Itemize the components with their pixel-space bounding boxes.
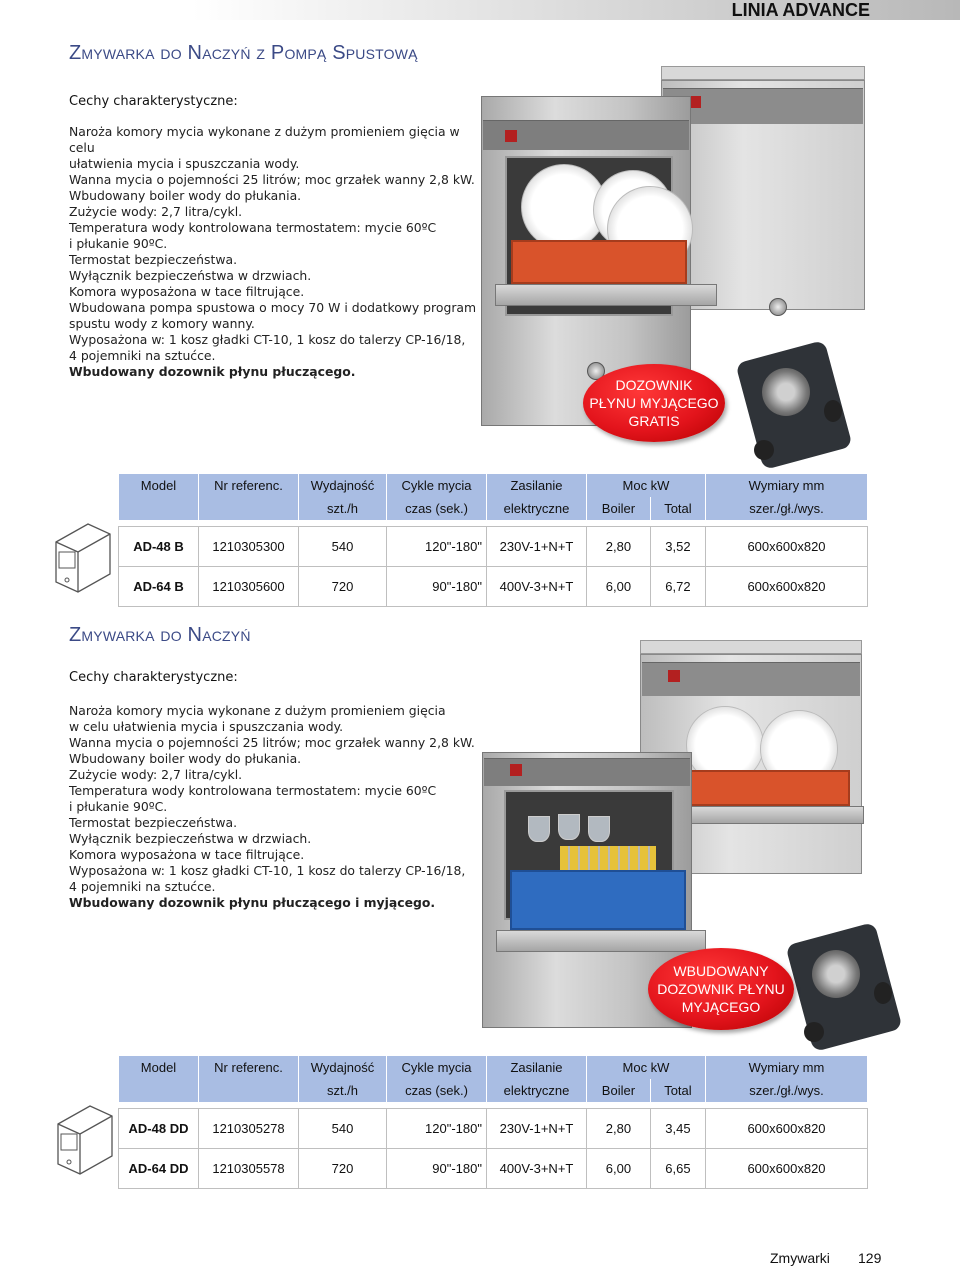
feature-item: Komora wyposażona w tace filtrujące.	[69, 847, 305, 862]
feature-item: Termostat bezpieczeństwa.	[69, 252, 238, 267]
promo-badge-2	[648, 948, 794, 1030]
cell-dimensions: 600x600x820	[706, 1108, 868, 1148]
col-capacity: Wydajność	[299, 1056, 387, 1079]
badge-line: WBUDOWANY	[673, 963, 769, 979]
dosing-pump-image-1	[740, 340, 850, 470]
cell-supply: 230V-1+N+T	[487, 1108, 587, 1148]
table-row	[119, 1108, 868, 1148]
feature-item: i płukanie 90ºC.	[69, 799, 168, 814]
cell-boiler: 2,80	[587, 526, 651, 566]
feature-item: Wanna mycia o pojemności 25 litrów; moc grzałek wanny 2,8 kW.	[69, 735, 475, 750]
cell-total: 6,72	[650, 566, 705, 606]
subcol-boiler: Boiler	[587, 1079, 651, 1102]
col-model: Model	[119, 1056, 199, 1079]
cell-boiler: 6,00	[587, 1148, 651, 1188]
section1-features-list	[69, 124, 489, 380]
subcol-cycles-unit: czas (sek.)	[387, 497, 487, 520]
feature-item: Wbudowany boiler wody do płukania.	[69, 188, 302, 203]
cell-dimensions: 600x600x820	[706, 1148, 868, 1188]
section2-features-heading: Cechy charakterystyczne:	[69, 670, 238, 685]
cell-capacity: 720	[299, 1148, 387, 1188]
col-supply: Zasilanie	[487, 1056, 587, 1079]
cell-ref: 1210305578	[199, 1148, 299, 1188]
section2-features-list	[69, 703, 489, 911]
subcol-empty	[199, 497, 299, 520]
cell-model: AD-64 DD	[119, 1148, 199, 1188]
subcol-cycles-unit: czas (sek.)	[387, 1079, 487, 1102]
section2-title: Zmywarka do Naczyń	[69, 624, 251, 646]
subcol-empty	[119, 1079, 199, 1102]
dosing-pump-image-2	[790, 922, 900, 1052]
badge-line: DOZOWNIK PŁYNU	[657, 981, 785, 997]
feature-item: Naroża komory mycia wykonane z dużym promieniem gięcia	[69, 703, 446, 718]
cell-capacity: 540	[299, 1108, 387, 1148]
cell-ref: 1210305278	[199, 1108, 299, 1148]
section1-features-heading: Cechy charakterystyczne:	[69, 94, 238, 109]
feature-item: Temperatura wody kontrolowana termostatem: mycie 60ºC	[69, 220, 437, 235]
feature-item: Zużycie wody: 2,7 litra/cykl.	[69, 767, 243, 782]
cell-supply: 400V-3+N+T	[487, 566, 587, 606]
table-subheader-row	[119, 497, 868, 520]
feature-item: w celu ułatwienia mycia i spuszczania wody.	[69, 719, 344, 734]
cell-total: 6,65	[650, 1148, 705, 1188]
feature-item: Wyposażona w: 1 kosz gładki CT-10, 1 kosz do talerzy CP-16/18,	[69, 332, 466, 347]
cell-boiler: 6,00	[587, 566, 651, 606]
col-cycles: Cykle mycia	[387, 474, 487, 497]
badge-line: PŁYNU MYJĄCEGO	[589, 395, 719, 411]
cell-cycles: 120"-180"	[387, 526, 487, 566]
table-row	[119, 526, 868, 566]
feature-item: Wanna mycia o pojemności 25 litrów; moc grzałek wanny 2,8 kW.	[69, 172, 475, 187]
subcol-dimensions-unit: szer./gł./wys.	[706, 497, 868, 520]
feature-item: Komora wyposażona w tace filtrujące.	[69, 284, 305, 299]
feature-item: Wyłącznik bezpieczeństwa w drzwiach.	[69, 268, 312, 283]
col-dimensions: Wymiary mm	[706, 474, 868, 497]
dishwasher-outline-icon	[50, 518, 114, 596]
subcol-supply-unit: elektryczne	[487, 1079, 587, 1102]
feature-item: Zużycie wody: 2,7 litra/cykl.	[69, 204, 243, 219]
subcol-empty	[199, 1079, 299, 1102]
table-subheader-row	[119, 1079, 868, 1102]
col-dimensions: Wymiary mm	[706, 1056, 868, 1079]
badge-line: DOZOWNIK	[615, 377, 693, 393]
col-model: Model	[119, 474, 199, 497]
col-ref: Nr referenc.	[199, 1056, 299, 1079]
cell-ref: 1210305300	[199, 526, 299, 566]
cell-boiler: 2,80	[587, 1108, 651, 1148]
badge-line: GRATIS	[628, 413, 680, 429]
col-ref: Nr referenc.	[199, 474, 299, 497]
subcol-empty	[119, 497, 199, 520]
col-capacity: Wydajność	[299, 474, 387, 497]
banner-title: LINIA ADVANCE	[731, 0, 870, 20]
table-header-row	[119, 474, 868, 497]
cell-cycles: 90"-180"	[387, 566, 487, 606]
feature-item: ułatwienia mycia i spuszczania wody.	[69, 156, 300, 171]
cell-capacity: 720	[299, 566, 387, 606]
spec-table-1	[118, 474, 868, 607]
subcol-total: Total	[650, 497, 705, 520]
subcol-total: Total	[650, 1079, 705, 1102]
cell-supply: 400V-3+N+T	[487, 1148, 587, 1188]
feature-item: Wbudowany boiler wody do płukania.	[69, 751, 302, 766]
col-cycles: Cykle mycia	[387, 1056, 487, 1079]
col-power: Moc kW	[587, 1056, 706, 1079]
feature-item: Termostat bezpieczeństwa.	[69, 815, 238, 830]
footer-category: Zmywarki	[770, 1250, 830, 1266]
subcol-capacity-unit: szt./h	[299, 1079, 387, 1102]
spec-table-2	[118, 1056, 868, 1189]
badge-line: MYJĄCEGO	[681, 999, 761, 1015]
cell-cycles: 120"-180"	[387, 1108, 487, 1148]
cell-dimensions: 600x600x820	[706, 526, 868, 566]
col-supply: Zasilanie	[487, 474, 587, 497]
section1-title: Zmywarka do Naczyń z Pompą Spustową	[69, 42, 418, 64]
cell-cycles: 90"-180"	[387, 1148, 487, 1188]
cell-total: 3,45	[650, 1108, 705, 1148]
feature-item: 4 pojemniki na sztućce.	[69, 348, 216, 363]
cell-model: AD-48 DD	[119, 1108, 199, 1148]
subcol-boiler: Boiler	[587, 497, 651, 520]
page-number: 129	[858, 1250, 882, 1266]
cell-dimensions: 600x600x820	[706, 566, 868, 606]
feature-item-bold: Wbudowany dozownik płynu płuczącego.	[69, 364, 356, 379]
col-power: Moc kW	[587, 474, 706, 497]
feature-item: Wbudowana pompa spustowa o mocy 70 W i dodatkowy program	[69, 300, 477, 315]
table-header-row	[119, 1056, 868, 1079]
cell-total: 3,52	[650, 526, 705, 566]
promo-badge-1	[583, 364, 725, 442]
feature-item: Naroża komory mycia wykonane z dużym promieniem gięcia w celu	[69, 124, 460, 155]
dishwasher-outline-icon	[52, 1100, 116, 1178]
table-row	[119, 1148, 868, 1188]
feature-item: Wyposażona w: 1 kosz gładki CT-10, 1 kosz do talerzy CP-16/18,	[69, 863, 466, 878]
cell-ref: 1210305600	[199, 566, 299, 606]
feature-item: spustu wody z komory wanny.	[69, 316, 255, 331]
subcol-supply-unit: elektryczne	[487, 497, 587, 520]
feature-item: Wyłącznik bezpieczeństwa w drzwiach.	[69, 831, 312, 846]
feature-item: 4 pojemniki na sztućce.	[69, 879, 216, 894]
cell-model: AD-48 B	[119, 526, 199, 566]
feature-item: Temperatura wody kontrolowana termostatem: mycie 60ºC	[69, 783, 437, 798]
table-row	[119, 566, 868, 606]
cell-model: AD-64 B	[119, 566, 199, 606]
subcol-dimensions-unit: szer./gł./wys.	[706, 1079, 868, 1102]
cell-supply: 230V-1+N+T	[487, 526, 587, 566]
feature-item-bold: Wbudowany dozownik płynu płuczącego i myjącego.	[69, 895, 436, 910]
cell-capacity: 540	[299, 526, 387, 566]
subcol-capacity-unit: szt./h	[299, 497, 387, 520]
feature-item: i płukanie 90ºC.	[69, 236, 168, 251]
